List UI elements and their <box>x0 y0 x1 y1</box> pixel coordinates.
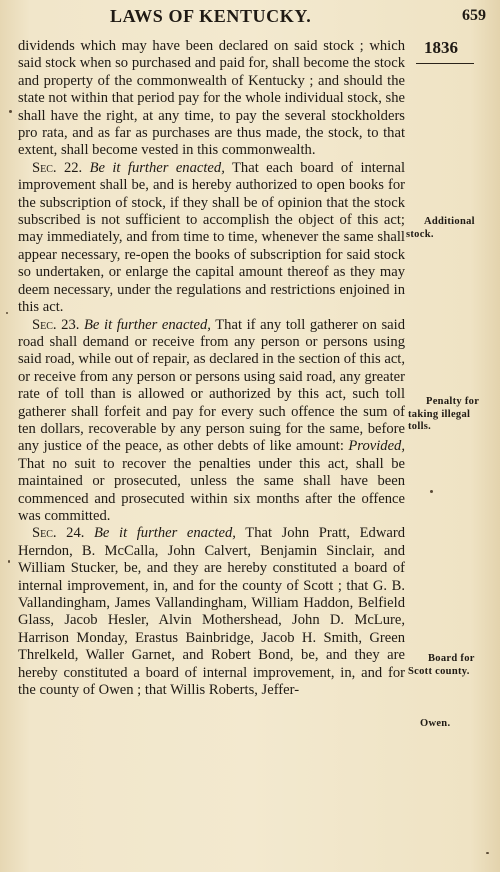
section-label: Sec. 23. <box>32 316 80 333</box>
paper-speck <box>486 852 489 854</box>
margin-note-line: tolls. <box>408 421 432 432</box>
page-number: 659 <box>462 7 486 24</box>
section-24 <box>18 525 405 699</box>
margin-note-line: Owen. <box>420 718 451 729</box>
section-text: That if any toll gatherer on said road shall demand or receive from any person or persons using said road, while out of repair, as declared in the section of this act, or receive from any person or persons using said road, any greater rate of toll than is allowed or authorized by this act, such toll gatherer shall forfeit and pay for every such offence the sum of ten dollars, recoverable by any person suing for the same, before any justice of the peace, as other debts of like amount: <box>18 316 406 455</box>
enacting-clause: Be it further enacted, <box>89 159 225 176</box>
enacting-clause: Be it further enacted, <box>94 525 236 542</box>
margin-note-penalty <box>408 396 479 434</box>
page-title: LAWS OF KENTUCKY. <box>110 6 312 26</box>
margin-note-line: Board for <box>428 653 475 664</box>
section-label: Sec. 24. <box>32 525 85 542</box>
section-label: Sec. 22. <box>32 159 83 176</box>
paper-speck <box>6 312 8 314</box>
margin-year: 1836 <box>424 38 458 57</box>
enacting-clause: Be it further enacted, <box>84 316 211 333</box>
margin-note-line: taking illegal <box>408 408 471 420</box>
section-text: That each board of internal improvement shall be, and is hereby authorized to open books for the subscription of stock, if they shall be of opinion that the stock subscribed is not sufficient to accomplish the object of this act; may immediately, and from time to time, whenever the same shall appear necessary, re-open the books of subscription for said stock so undertaken, or enlarge the capital amount thereof as they may deem necessary, under the regulations and restrictions enjoined in this act. <box>18 159 406 316</box>
margin-note-line: stock. <box>406 228 434 240</box>
proviso-clause: Provided, <box>348 438 405 455</box>
section-text: That John Pratt, Edward Herndon, B. McCalla, John Calvert, Benjamin Sinclair, and William Stucker, be, and they are hereby constituted a board of internal improvement, in, and for the county of Scott ; that G. B. Vallandingham, James Vallandingham, William Haddon, Belfield Glass, Jacob Hesler, Alvin Mothershead, John D. McLure, Harrison Monday, Erastus Bainbridge, Jacob H. Smith, Green Threlkeld, Waller Garnet, and Robert Bond, be, and they are hereby constituted a board of internal improvement, in, and for the county of Owen ; that Willis Roberts, Jeffer- <box>18 525 406 699</box>
margin-note-owen <box>420 718 450 731</box>
paragraph-text: dividends which may have been declared on said stock ; which said stock when so purchased and paid for, shall become the stock and property of the commonwealth of Kentucky ; and should the state not within that period pay for the whole individual stock, she shall have the right, at any time, to pay the several stockholders pro rata, and as far as purchases are thus made, the stock, to that extent, shall become vested in this commonwealth. <box>18 38 405 159</box>
section-text-proviso: That no suit to recover the penalties under this act, shall be maintained or prosecuted, unless the same shall have been commenced and prosecuted within six months after the offence was committed. <box>18 455 405 524</box>
paper-speck <box>9 110 12 113</box>
main-text <box>18 38 405 699</box>
section-23 <box>18 317 405 526</box>
paragraph-continued <box>18 38 405 160</box>
margin-note-additional-stock <box>406 216 475 241</box>
running-head <box>0 6 500 28</box>
section-22 <box>18 160 405 317</box>
margin-note-line: Additional <box>424 216 475 227</box>
margin-note-scott-board <box>408 653 475 678</box>
margin-note-line: Penalty for <box>426 396 480 407</box>
year-rule <box>416 63 474 64</box>
paper-speck <box>8 560 10 563</box>
margin-note-line: Scott county. <box>408 665 470 677</box>
paper-speck <box>430 490 433 493</box>
